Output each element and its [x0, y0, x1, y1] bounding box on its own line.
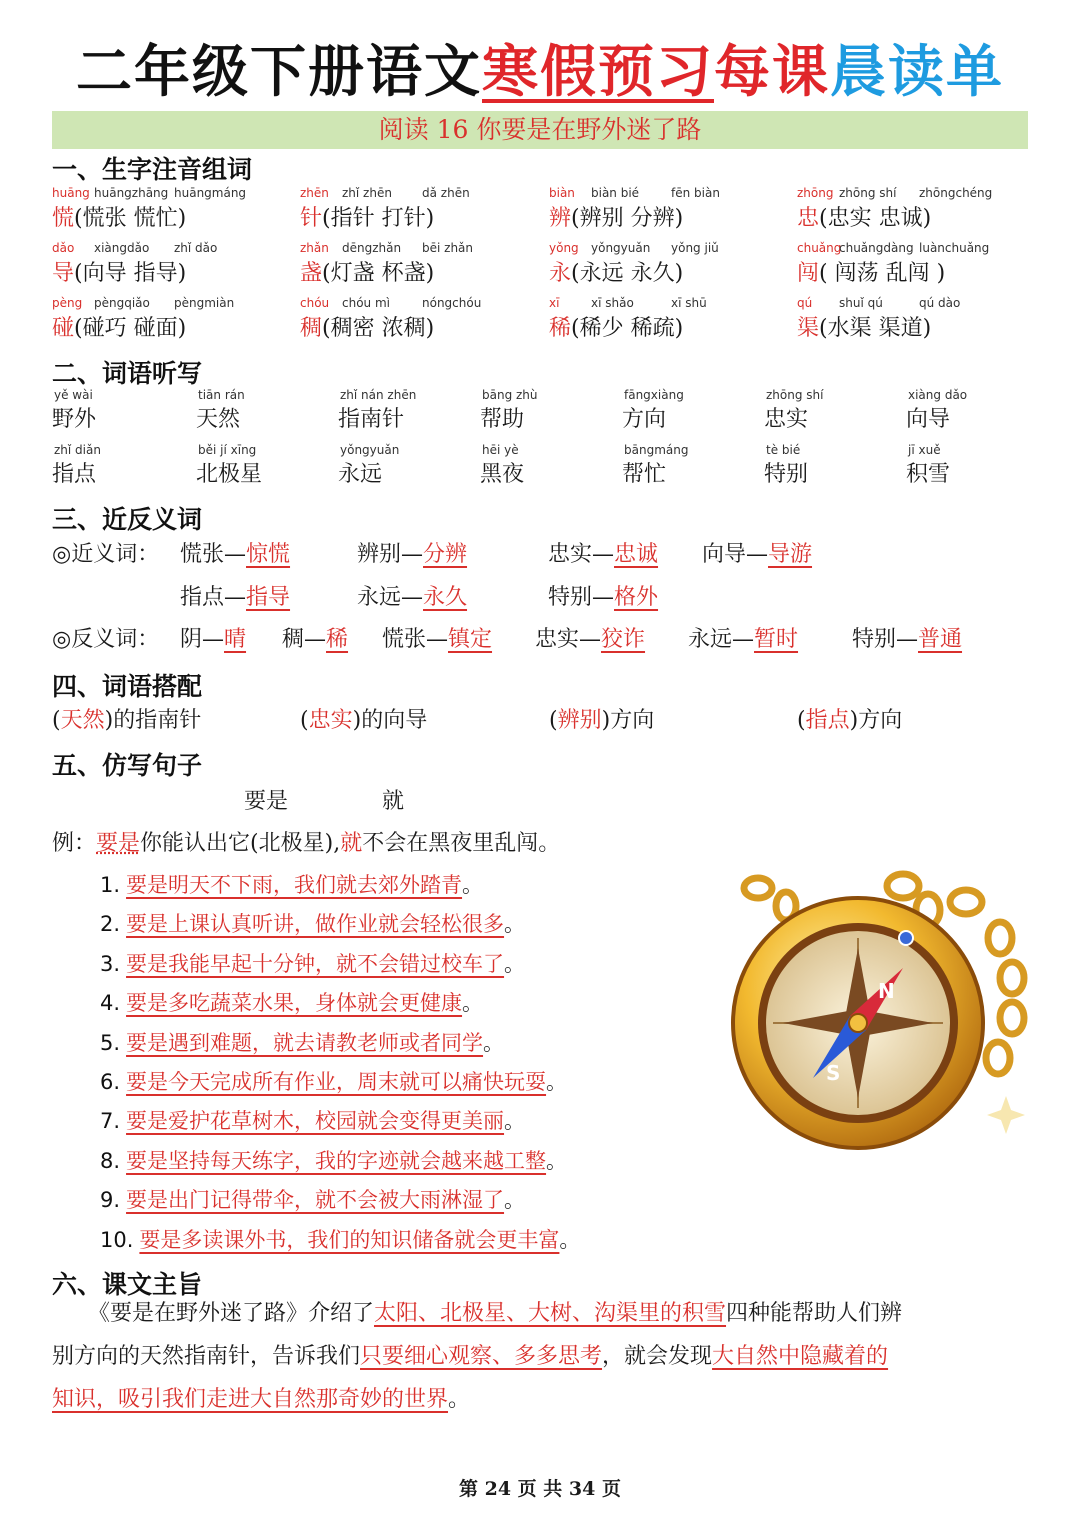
imitation-sentence: [100, 1184, 525, 1214]
dictation-pinyin: zhǐ nán zhēn: [340, 388, 417, 402]
word-pinyin: bēi zhǎn: [422, 241, 474, 255]
char-item: [300, 296, 540, 348]
synonym-pair: [180, 580, 290, 611]
dictation-word: 指点: [52, 462, 97, 487]
pattern-word-2: 就: [382, 789, 405, 814]
sentence-text: 要是今天完成所有作业，周末就可以痛快玩耍: [126, 1070, 547, 1094]
sentence-text: 要是坚持每天练字，我的字迹就会越来越工整: [126, 1148, 547, 1173]
word-pinyin: luànchuǎng: [919, 241, 990, 255]
sentence-end: 。: [504, 1109, 526, 1134]
matching-noun: 的向导: [361, 708, 428, 733]
dictation-word: 忠实: [764, 407, 809, 432]
char-pinyin: qú: [797, 296, 813, 310]
char-item: [549, 296, 789, 348]
synonym-answer: 忠诚: [614, 542, 659, 567]
synonym-word: 指点—: [180, 585, 247, 610]
word-pinyin: yǒngyuǎn: [591, 241, 651, 255]
synonym-pair: [357, 580, 467, 611]
dictation-word: 向导: [906, 407, 951, 432]
word-pinyin: zhǐ zhēn: [342, 186, 392, 200]
word-pinyin: qú dào: [919, 296, 961, 310]
char: 渠: [797, 316, 820, 341]
sentence-end: 。: [546, 1148, 568, 1173]
synonym-pair: [357, 537, 467, 568]
char-item: [300, 186, 540, 238]
char: 慌: [52, 206, 75, 231]
imitation-sentence: [100, 1027, 504, 1057]
word-pinyin: chóu mì: [342, 296, 390, 310]
example-part: 你能认出它(北极星),: [140, 831, 341, 856]
sentence-end: 。: [546, 1070, 568, 1094]
imitation-sentence: [100, 987, 483, 1017]
dictation-word: 北极星: [196, 462, 263, 487]
dictation-item: [906, 388, 1036, 438]
matching-answer: 辨别: [557, 708, 602, 733]
dictation-word: 方向: [622, 407, 667, 432]
char: 稠: [300, 316, 323, 341]
paren-close: ): [849, 708, 859, 733]
theme-line-1: [88, 1292, 902, 1335]
section-heading-2: 二、词语听写: [52, 359, 203, 388]
section-heading-4: 四、词语搭配: [52, 672, 203, 701]
word-pinyin: yǒng jiǔ: [671, 241, 719, 255]
example-sentence: [52, 826, 560, 857]
dictation-word: 天然: [196, 407, 241, 432]
char-words: (碰巧 碰面): [74, 316, 187, 341]
dictation-pinyin: bāng zhù: [482, 388, 538, 402]
synonym-word: 向导—: [702, 542, 769, 567]
section-heading-3: 三、近反义词: [52, 505, 203, 534]
synonym-answer: 永久: [423, 585, 468, 610]
char-line: [52, 201, 186, 232]
word-pinyin: pèngqiǎo: [94, 296, 150, 310]
char-item: [797, 241, 1037, 293]
antonym-pair: [688, 622, 798, 653]
pattern-word-1: 要是: [244, 789, 289, 814]
char-pinyin: xī: [549, 296, 560, 310]
char: 稀: [549, 316, 572, 341]
antonym-answer: 晴: [224, 627, 247, 652]
theme-text: 四种能帮助人们辨: [726, 1301, 903, 1326]
sentence-number: 6.: [100, 1070, 121, 1094]
synonym-answer: 指导: [246, 585, 291, 610]
char-line: [300, 256, 434, 287]
char-line: [549, 256, 683, 287]
matching-noun: 方向: [858, 708, 903, 733]
paren-close: ): [601, 708, 611, 733]
char-pinyin: zhōng: [797, 186, 834, 200]
char-words: (永远 永久): [571, 261, 684, 286]
imitation-sentence: [100, 1105, 525, 1135]
char-line: [300, 201, 434, 232]
dictation-pinyin: hēi yè: [482, 443, 519, 457]
antonym-pair: [535, 622, 645, 653]
char-words: (灯盏 杯盏): [322, 261, 435, 286]
section-heading-5: 五、仿写句子: [52, 751, 203, 780]
dictation-pinyin: bāngmáng: [624, 443, 689, 457]
dictation-pinyin: zhǐ diǎn: [54, 443, 101, 457]
synonym-word: 特别—: [548, 585, 615, 610]
antonym-answer: 狡诈: [601, 627, 646, 652]
imitation-sentence: [100, 1066, 567, 1096]
dictation-word: 野外: [52, 407, 97, 432]
matching-answer: 忠实: [308, 708, 353, 733]
dictation-pinyin: fāngxiàng: [624, 388, 684, 402]
char-item: [52, 241, 292, 293]
dictation-word: 帮忙: [622, 462, 667, 487]
antonym-answer: 暂时: [754, 627, 799, 652]
antonym-word: 忠实—: [535, 627, 602, 652]
sentence-end: 。: [483, 1030, 505, 1055]
word-pinyin: huāngmáng: [174, 186, 247, 200]
sentence-text: 要是上课认真听讲，做作业就会轻松很多: [126, 912, 505, 937]
char-item: [797, 186, 1037, 238]
dictation-item: [480, 443, 610, 493]
theme-answer: 知识，吸引我们走进大自然那奇妙的世界: [52, 1387, 449, 1412]
theme-line-3: [52, 1378, 470, 1421]
char-pinyin: chóu: [300, 296, 330, 310]
word-pinyin: huāngzhāng: [94, 186, 169, 200]
char-line: [797, 201, 931, 232]
dictation-pinyin: tè bié: [766, 443, 801, 457]
sentence-end: 。: [504, 951, 526, 976]
char-pinyin: dǎo: [52, 241, 75, 255]
imitation-sentence: [100, 869, 483, 899]
theme-text: ，就会发现: [602, 1344, 713, 1369]
matching-noun: 方向: [610, 708, 655, 733]
synonym-pair: [180, 537, 290, 568]
matching-answer: 天然: [60, 708, 105, 733]
page-title: [0, 28, 1080, 108]
dictation-pinyin: běi jí xīng: [198, 443, 257, 457]
synonym-word: 慌张—: [180, 542, 247, 567]
char: 永: [549, 261, 572, 286]
char-line: [52, 256, 186, 287]
theme-text: 《要是在野外迷了路》介绍了: [88, 1301, 375, 1326]
char: 导: [52, 261, 75, 286]
dictation-pinyin: yǒngyuǎn: [340, 443, 400, 457]
dictation-item: [480, 388, 610, 438]
dictation-word: 指南针: [338, 407, 405, 432]
char-pinyin: huāng: [52, 186, 90, 200]
theme-line-2: [52, 1335, 888, 1378]
sentence-number: 9.: [100, 1188, 121, 1213]
antonym-answer: 镇定: [448, 627, 493, 652]
dictation-word: 黑夜: [480, 462, 525, 487]
theme-text: 。: [448, 1387, 471, 1412]
char-line: [549, 311, 683, 342]
word-pinyin: shuǐ qú: [839, 296, 883, 310]
sentence-end: 。: [462, 873, 484, 897]
char-pinyin: chuǎng: [797, 241, 842, 255]
matching-noun: 的指南针: [113, 708, 202, 733]
section-heading-1: 一、生字注音组词: [52, 155, 253, 184]
char-pinyin: biàn: [549, 186, 575, 200]
dictation-pinyin: jī xuě: [908, 443, 941, 457]
char: 盏: [300, 261, 323, 286]
char: 闯: [797, 261, 820, 286]
sentence-number: 7.: [100, 1109, 121, 1134]
example-keyword-1: 要是: [96, 831, 141, 856]
char-item: [52, 186, 292, 238]
theme-answer: 太阳、北极星、大树、沟渠里的积雪: [374, 1301, 727, 1326]
dictation-word: 特别: [764, 462, 809, 487]
antonym-answer: 稀: [326, 627, 349, 652]
synonym-word: 忠实—: [548, 542, 615, 567]
dictation-item: [52, 388, 182, 438]
dictation-item: [622, 443, 752, 493]
char-pinyin: zhǎn: [300, 241, 329, 255]
word-pinyin: dēngzhǎn: [342, 241, 402, 255]
synonym-answer: 格外: [614, 585, 659, 610]
antonym-answer: 普通: [918, 627, 963, 652]
sentence-text: 要是多读课外书，我们的知识储备就会更丰富: [139, 1227, 560, 1252]
antonym-word: 永远—: [688, 627, 755, 652]
sentence-text: 要是我能早起十分钟，就不会错过校车了: [126, 951, 505, 976]
char-words: (指针 打针): [322, 206, 435, 231]
matching-answer: 指点: [805, 708, 850, 733]
char: 针: [300, 206, 323, 231]
title-part2: 寒假预习: [482, 40, 714, 105]
sentence-number: 1.: [100, 873, 121, 897]
sentence-text: 要是爱护花草树木，校园就会变得更美丽: [126, 1109, 505, 1134]
matching-item: [52, 703, 201, 734]
paren-open: (: [549, 708, 558, 733]
synonym-pair: [548, 537, 658, 568]
char-line: [797, 256, 945, 287]
sentence-text: 要是明天不下雨，我们就去郊外踏青: [126, 873, 463, 897]
antonym-pair: [382, 622, 492, 653]
imitation-sentence: [100, 1224, 580, 1254]
char: 碰: [52, 316, 75, 341]
theme-text: 别方向的天然指南针，告诉我们: [52, 1344, 361, 1369]
antonym-word: 慌张—: [382, 627, 449, 652]
char-item: [52, 296, 292, 348]
compass-n-label: N: [878, 979, 895, 1003]
word-pinyin: xī shǎo: [591, 296, 634, 310]
char-words: (稀少 稀疏): [571, 316, 684, 341]
char-item: [797, 296, 1037, 348]
synonym-pair: [548, 580, 658, 611]
sentence-number: 10.: [100, 1227, 134, 1252]
word-pinyin: zhōng shí: [839, 186, 897, 200]
dictation-pinyin: yě wài: [54, 388, 93, 402]
word-pinyin: fēn biàn: [671, 186, 720, 200]
imitation-sentence: [100, 948, 525, 978]
char-pinyin: pèng: [52, 296, 83, 310]
dictation-item: [338, 388, 468, 438]
sentence-end: 。: [462, 991, 484, 1016]
antonym-pair: [180, 622, 246, 653]
char-words: (稠密 浓稠): [322, 316, 435, 341]
dictation-word: 永远: [338, 462, 383, 487]
char-line: [797, 311, 931, 342]
antonym-word: 特别—: [852, 627, 919, 652]
char-words: (忠实 忠诚): [819, 206, 932, 231]
dictation-pinyin: tiān rán: [198, 388, 245, 402]
antonym-word: 阴—: [180, 627, 225, 652]
dictation-item: [196, 388, 326, 438]
dictation-item: [906, 443, 1036, 493]
sentence-text: 要是遇到难题，就去请教老师或者同学: [126, 1030, 484, 1055]
sentence-end: 。: [504, 1188, 526, 1213]
char-pinyin: yǒng: [549, 241, 579, 255]
word-pinyin: pèngmiàn: [174, 296, 235, 310]
dictation-pinyin: xiàng dǎo: [908, 388, 968, 402]
paren-open: (: [797, 708, 806, 733]
word-pinyin: zhōngchéng: [919, 186, 993, 200]
imitation-sentence: [100, 908, 525, 938]
imitation-sentence: [100, 1145, 567, 1175]
paren-open: (: [52, 708, 61, 733]
word-pinyin: biàn bié: [591, 186, 640, 200]
char: 忠: [797, 206, 820, 231]
char-words: (向导 指导): [74, 261, 187, 286]
section-heading-6: 六、课文主旨: [52, 1270, 203, 1299]
dictation-item: [52, 443, 182, 493]
dictation-item: [764, 388, 894, 438]
paren-close: ): [352, 708, 362, 733]
char-pinyin: zhēn: [300, 186, 329, 200]
synonym-word: 永远—: [357, 585, 424, 610]
sentence-number: 5.: [100, 1030, 121, 1055]
matching-item: [300, 703, 427, 734]
theme-answer: 只要细心观察、多多思考: [360, 1344, 603, 1369]
synonym-answer: 分辨: [423, 542, 468, 567]
antonym-pair: [282, 622, 348, 653]
synonym-word: 辨别—: [357, 542, 424, 567]
char: 辨: [549, 206, 572, 231]
sentence-end: 。: [559, 1227, 581, 1252]
antonym-word: 稠—: [282, 627, 327, 652]
matching-item: [797, 703, 902, 734]
sentence-number: 3.: [100, 951, 121, 976]
example-keyword-2: 就: [340, 831, 363, 856]
char-line: [549, 201, 683, 232]
example-rest: 不会在黑夜里乱闯。: [362, 831, 561, 856]
example-label: 例：: [52, 831, 97, 856]
title-part3: 每课: [714, 40, 830, 105]
char-item: [300, 241, 540, 293]
char-line: [300, 311, 434, 342]
matching-item: [549, 703, 654, 734]
dictation-word: 积雪: [906, 462, 951, 487]
char-item: [549, 186, 789, 238]
word-pinyin: chuǎngdàng: [839, 241, 914, 255]
theme-answer: 大自然中隐藏着的: [712, 1344, 889, 1369]
dictation-item: [622, 388, 752, 438]
dictation-item: [338, 443, 468, 493]
sentence-text: 要是多吃蔬菜水果，身体就会更健康: [126, 991, 463, 1016]
synonym-pair: [702, 537, 812, 568]
word-pinyin: xī shū: [671, 296, 707, 310]
word-pinyin: zhǐ dǎo: [174, 241, 218, 255]
paren-open: (: [300, 708, 309, 733]
char-item: [549, 241, 789, 293]
dictation-item: [196, 443, 326, 493]
sentence-text: 要是出门记得带伞，就不会被大雨淋湿了: [126, 1188, 505, 1213]
dictation-item: [764, 443, 894, 493]
char-words: ( 闯荡 乱闯 ): [819, 261, 946, 286]
sentence-number: 4.: [100, 991, 121, 1016]
dictation-word: 帮助: [480, 407, 525, 432]
word-pinyin: nóngchóu: [422, 296, 482, 310]
word-pinyin: dǎ zhēn: [422, 186, 470, 200]
page-footer: 第 24 页 共 34 页: [459, 1478, 621, 1500]
title-part4: 晨读单: [830, 40, 1004, 105]
antonym-label: ◎反义词：: [52, 627, 160, 652]
paren-close: ): [104, 708, 114, 733]
char-words: (慌张 慌忙): [74, 206, 187, 231]
synonym-answer: 惊慌: [246, 542, 291, 567]
synonym-answer: 导游: [768, 542, 813, 567]
antonym-pair: [852, 622, 962, 653]
synonym-label: ◎近义词：: [52, 542, 160, 567]
char-line: [52, 311, 186, 342]
sentence-end: 。: [504, 912, 526, 937]
sentence-number: 2.: [100, 912, 121, 937]
lesson-banner: 阅读 16 你要是在野外迷了路: [52, 111, 1028, 149]
char-words: (水渠 渠道): [819, 316, 932, 341]
compass-s-label: S: [826, 1061, 841, 1085]
sentence-number: 8.: [100, 1148, 121, 1173]
compass-illustration: [728, 858, 1038, 1158]
char-words: (辨别 分辨): [571, 206, 684, 231]
title-part1: 二年级下册语文: [76, 40, 482, 105]
word-pinyin: xiàngdǎo: [94, 241, 150, 255]
dictation-pinyin: zhōng shí: [766, 388, 824, 402]
